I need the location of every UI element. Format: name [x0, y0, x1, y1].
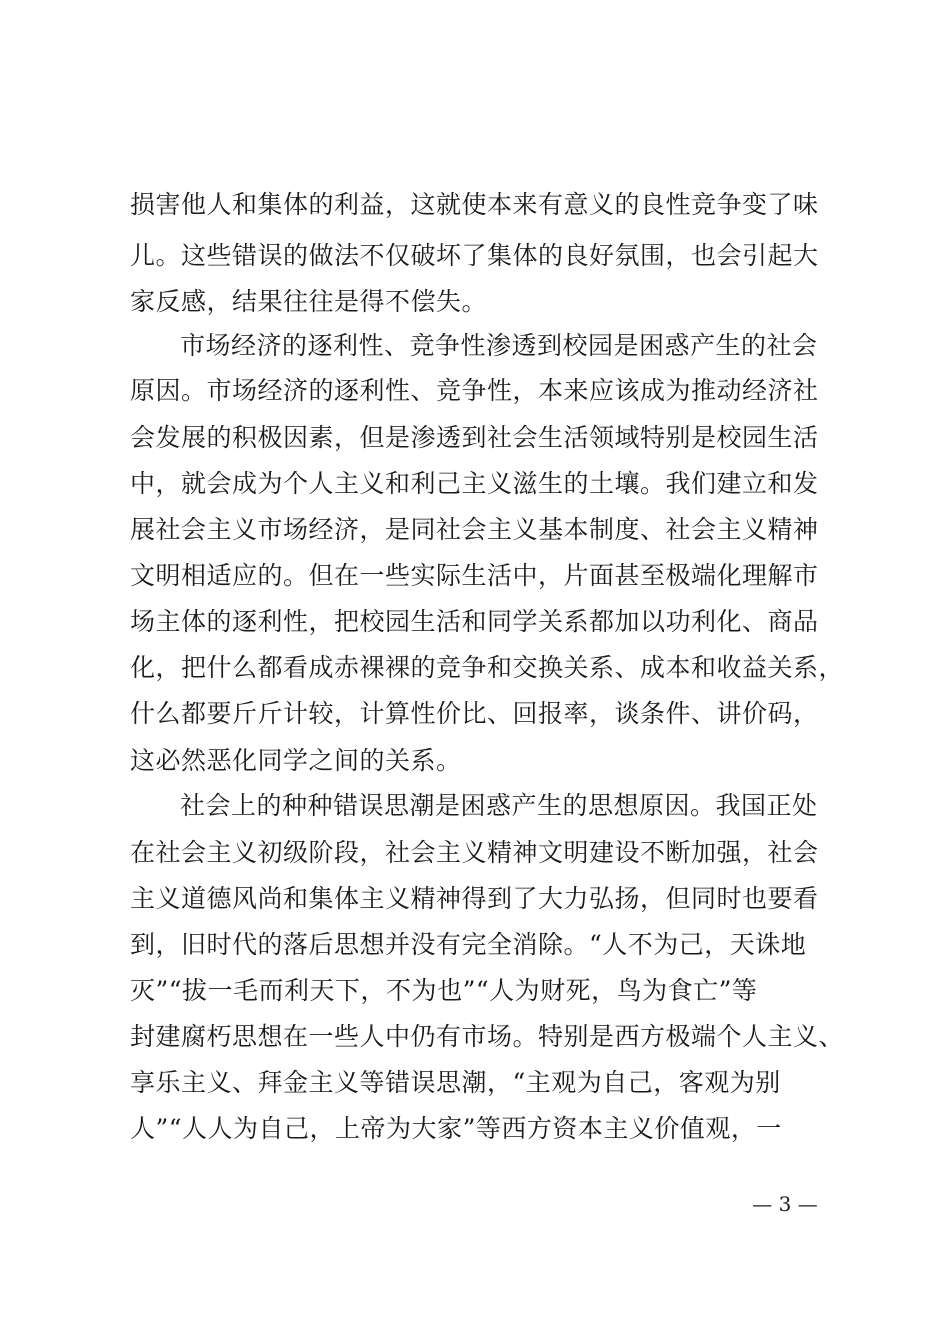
text-line: 原因。市场经济的逐利性、竞争性，本来应该成为推动经济社	[130, 376, 819, 405]
text-line: 展社会主义市场经济，是同社会主义基本制度、社会主义精神	[130, 515, 819, 544]
text-line: 化，把什么都看成赤裸裸的竞争和交换关系、成本和收益关系，	[130, 653, 845, 682]
text-line: 到，旧时代的落后思想并没有完全消除。“人不为己，天诛地	[130, 930, 807, 959]
text-line: 这必然恶化同学之间的关系。	[130, 746, 462, 775]
text-line: 主义道德风尚和集体主义精神得到了大力弘扬，但同时也要看	[130, 884, 819, 913]
text-line: 儿。这些错误的做法不仅破坏了集体的良好氛围，也会引起大	[130, 241, 819, 270]
text-line: 什么都要斤斤计较，计算性价比、回报率，谈条件、讲价码，	[130, 699, 819, 728]
text-line: 文明相适应的。但在一些实际生活中，片面甚至极端化理解市	[130, 561, 819, 590]
text-line: 损害他人和集体的利益，这就使本来有意义的良性竞争变了味	[130, 190, 819, 219]
text-line: 灭”“拔一毛而利天下，不为也”“人为财死，鸟为食亡”等	[130, 976, 758, 1005]
text-line: 中，就会成为个人主义和利己主义滋生的土壤。我们建立和发	[130, 469, 819, 498]
text-line: 社会上的种种错误思潮是困惑产生的思想原因。我国正处	[180, 791, 818, 820]
text-line: 封建腐朽思想在一些人中仍有市场。特别是西方极端个人主义、	[130, 1022, 845, 1051]
text-line: 市场经济的逐利性、竞争性渗透到校园是困惑产生的社会	[180, 331, 818, 360]
text-line: 家反感，结果往往是得不偿失。	[130, 287, 488, 316]
text-line: 场主体的逐利性，把校园生活和同学关系都加以功利化、商品	[130, 607, 819, 636]
page-number: — 3 —	[752, 1192, 818, 1216]
text-line: 在社会主义初级阶段，社会主义精神文明建设不断加强，社会	[130, 838, 819, 867]
text-line: 人”“人人为自己，上帝为大家”等西方资本主义价值观，一	[130, 1114, 782, 1143]
text-line: 享乐主义、拜金主义等错误思潮，“主观为自己，客观为别	[130, 1068, 781, 1097]
text-line: 会发展的积极因素，但是渗透到社会生活领域特别是校园生活	[130, 423, 819, 452]
